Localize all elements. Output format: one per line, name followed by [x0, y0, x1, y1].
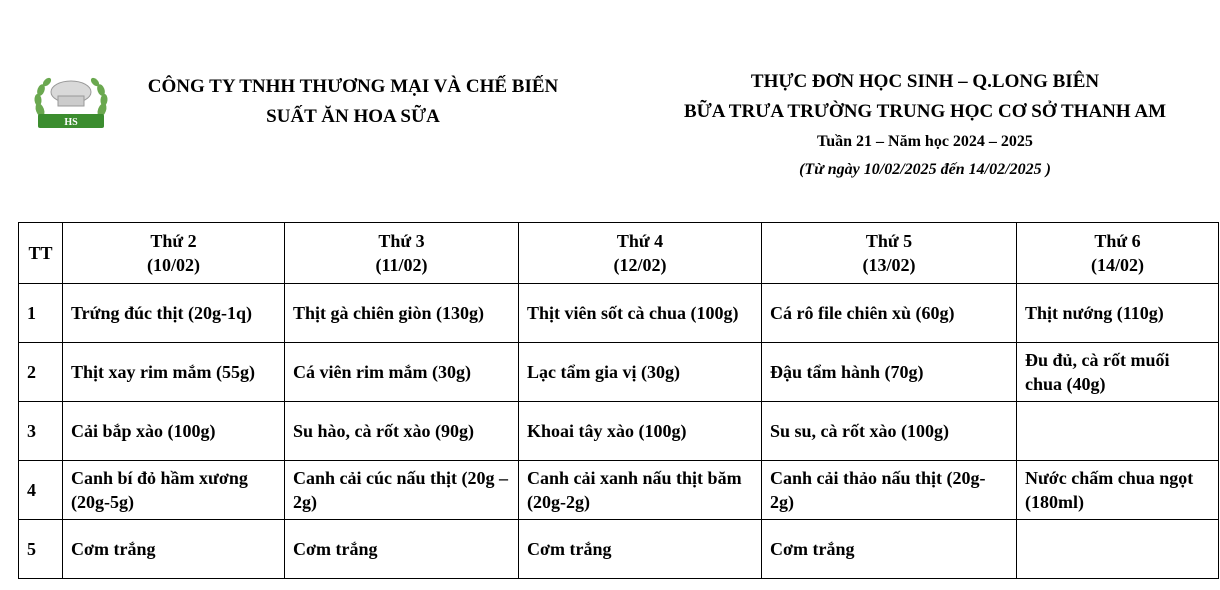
- dish-cell: Khoai tây xào (100g): [519, 402, 762, 461]
- row-number: 5: [19, 520, 63, 579]
- dish-cell: Canh cải xanh nấu thịt băm (20g-2g): [519, 461, 762, 520]
- laurel-right-icon: [89, 76, 108, 118]
- table-row: [19, 520, 1219, 579]
- table-row: [19, 343, 1219, 402]
- dish-cell: Thịt gà chiên giòn (130g): [285, 284, 519, 343]
- laurel-left-icon: [34, 76, 53, 118]
- table-row: [19, 284, 1219, 343]
- day-header: Thứ 4 (12/02): [519, 223, 762, 284]
- dish-cell: Đậu tẩm hành (70g): [762, 343, 1017, 402]
- menu-table: [18, 222, 1219, 579]
- dish-cell: Cải bắp xào (100g): [63, 402, 285, 461]
- dish-cell: Thịt xay rim mắm (55g): [63, 343, 285, 402]
- dish-cell: Lạc tẩm gia vị (30g): [519, 343, 762, 402]
- table-header-row: [19, 223, 1219, 284]
- dish-cell: [1017, 520, 1219, 579]
- company-line-1: CÔNG TY TNHH THƯƠNG MẠI VÀ CHẾ BIẾN: [147, 76, 559, 97]
- menu-title: THỰC ĐƠN HỌC SINH – Q.LONG BIÊN: [750, 71, 1100, 92]
- dish-cell: Cơm trắng: [762, 520, 1017, 579]
- table-row: [19, 402, 1219, 461]
- school-name: BỮA TRƯA TRƯỜNG TRUNG HỌC CƠ SỞ THANH AM: [683, 101, 1167, 122]
- day-header: Thứ 6 (14/02): [1017, 223, 1219, 284]
- dish-cell: Su hào, cà rốt xào (90g): [285, 402, 519, 461]
- dish-cell: Cá viên rim mắm (30g): [285, 343, 519, 402]
- dish-cell: Thịt nướng (110g): [1017, 284, 1219, 343]
- row-number: 4: [19, 461, 63, 520]
- dish-cell: Thịt viên sốt cà chua (100g): [519, 284, 762, 343]
- company-line-2: SUẤT ĂN HOA SỮA: [266, 106, 440, 127]
- row-number: 1: [19, 284, 63, 343]
- day-header: Thứ 3 (11/02): [285, 223, 519, 284]
- dish-cell: Cơm trắng: [285, 520, 519, 579]
- dish-cell: Canh cải thảo nấu thịt (20g-2g): [762, 461, 1017, 520]
- row-number: 3: [19, 402, 63, 461]
- dish-cell: Nước chấm chua ngọt (180ml): [1017, 461, 1219, 520]
- table-row: [19, 461, 1219, 520]
- dish-cell: Cơm trắng: [63, 520, 285, 579]
- dish-cell: Canh bí đỏ hầm xương (20g-5g): [63, 461, 285, 520]
- dish-cell: Canh cải cúc nấu thịt (20g – 2g): [285, 461, 519, 520]
- dish-cell: Cơm trắng: [519, 520, 762, 579]
- dish-cell: Cá rô file chiên xù (60g): [762, 284, 1017, 343]
- week-info: Tuần 21 – Năm học 2024 – 2025: [817, 133, 1033, 150]
- logo-text: HS: [64, 117, 78, 128]
- dish-cell: Trứng đúc thịt (20g-1q): [63, 284, 285, 343]
- row-number: 2: [19, 343, 63, 402]
- day-header: Thứ 2 (10/02): [63, 223, 285, 284]
- day-header: Thứ 5 (13/02): [762, 223, 1017, 284]
- date-range: (Từ ngày 10/02/2025 đến 14/02/2025 ): [799, 161, 1051, 178]
- company-logo: [30, 72, 112, 136]
- dish-cell: Su su, cà rốt xào (100g): [762, 402, 1017, 461]
- dish-cell: [1017, 402, 1219, 461]
- company-name: [118, 72, 588, 132]
- menu-header: [640, 68, 1210, 184]
- chef-hat-icon: [51, 81, 91, 106]
- tt-header: TT: [19, 223, 63, 284]
- dish-cell: Đu đủ, cà rốt muối chua (40g): [1017, 343, 1219, 402]
